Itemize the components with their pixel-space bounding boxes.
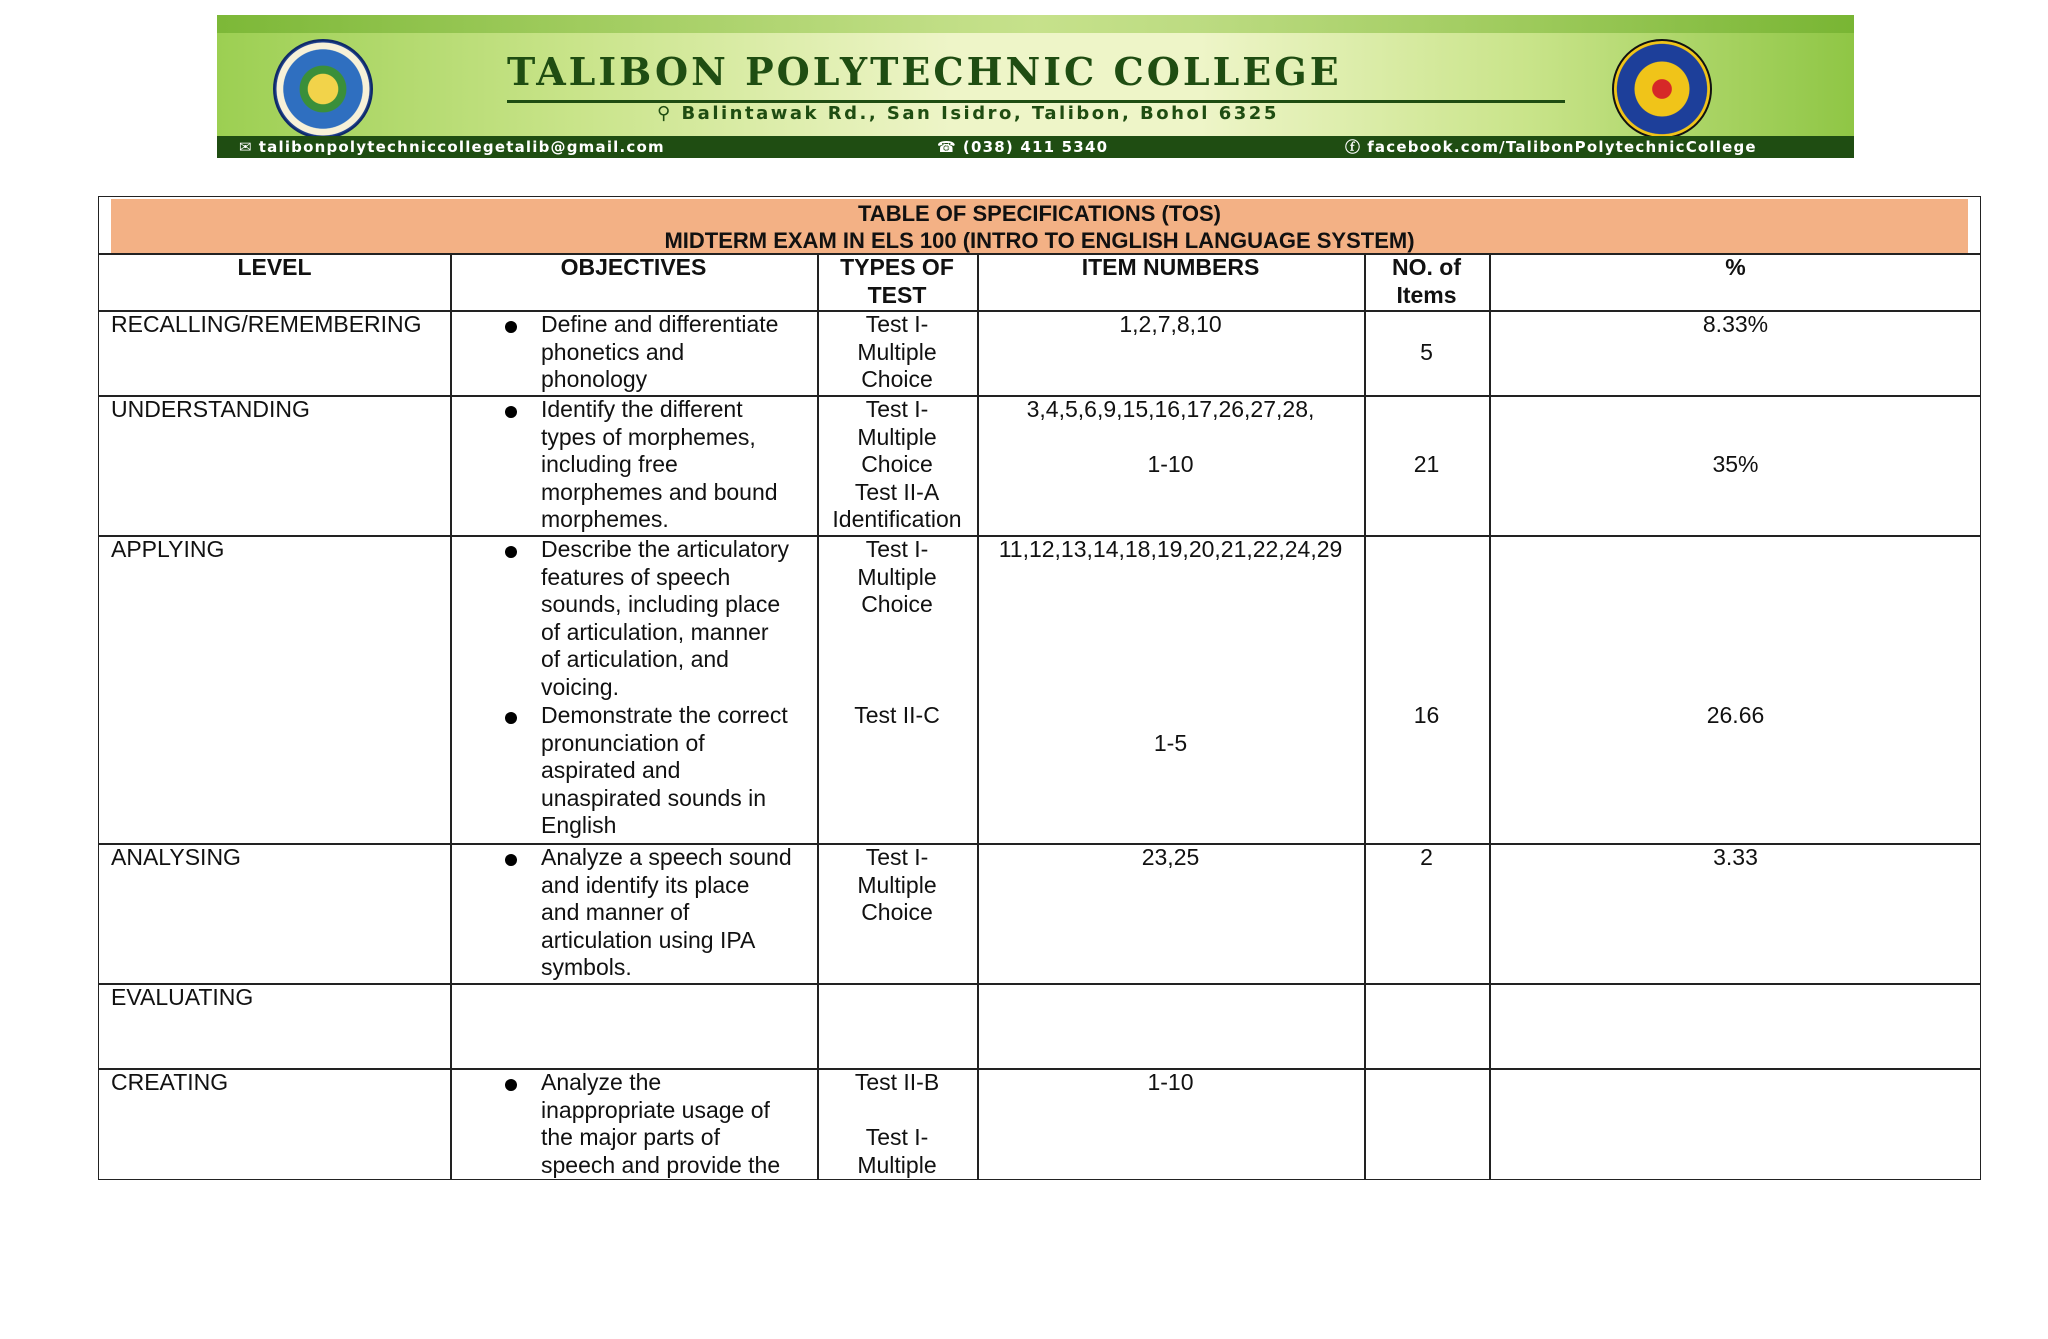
percent-analysing: 3.33 xyxy=(1713,844,1758,870)
count-applying: 16 xyxy=(1413,702,1440,728)
types-analysing: Test I- Multiple Choice xyxy=(857,844,937,926)
phone-icon: ☎ xyxy=(937,138,957,156)
types-creating-1: Test II-B xyxy=(854,1069,940,1095)
bullet-icon xyxy=(505,406,517,418)
level-creating: CREATING xyxy=(111,1069,229,1095)
bullet-icon xyxy=(505,1079,517,1091)
column-divider xyxy=(977,253,979,1180)
header-no-of-items: NO. of Items xyxy=(1392,254,1461,308)
college-banner xyxy=(217,15,1854,158)
objective-applying-1: Describe the articulatory features of speech sounds, including place of articulation, manner of articulation, and voicing. xyxy=(541,536,789,700)
objective-creating: Analyze the inappropriate usage of the major parts of speech and provide the xyxy=(541,1069,781,1178)
location-pin-icon: ⚲ xyxy=(657,103,682,124)
envelope-icon: ✉ xyxy=(239,138,253,156)
contact-facebook: ⓕ facebook.com/TalibonPolytechnicCollege xyxy=(1345,138,1757,156)
items-understanding-2: 1-10 xyxy=(1147,451,1194,477)
percent-recalling: 8.33% xyxy=(1702,311,1769,337)
count-understanding: 21 xyxy=(1413,451,1440,477)
items-analysing: 23,25 xyxy=(1141,844,1200,870)
table-title-line2: MIDTERM EXAM IN ELS 100 (INTRO TO ENGLISH LANGUAGE SYSTEM) xyxy=(664,228,1415,253)
types-applying-1: Test I- Multiple Choice xyxy=(857,536,937,618)
items-applying-1: 11,12,13,14,18,19,20,21,22,24,29 xyxy=(998,536,1343,562)
objective-understanding: Identify the different types of morphemes, including free morphemes and bound morphemes. xyxy=(541,396,778,533)
header-item-numbers: ITEM NUMBERS xyxy=(1081,254,1260,280)
percent-understanding: 35% xyxy=(1712,451,1759,477)
column-divider xyxy=(450,253,452,1180)
objective-analysing: Analyze a speech sound and identify its place and manner of articulation using IPA symbols. xyxy=(541,844,792,981)
college-seal-icon xyxy=(273,39,373,139)
header-percent: % xyxy=(1725,254,1746,280)
level-understanding: UNDERSTANDING xyxy=(111,396,310,422)
bullet-icon xyxy=(505,321,517,333)
facebook-icon: ⓕ xyxy=(1345,138,1362,156)
level-analysing: ANALYSING xyxy=(111,844,241,870)
row-divider xyxy=(99,983,1980,985)
table-title xyxy=(111,199,1968,255)
items-recalling: 1,2,7,8,10 xyxy=(1119,311,1222,337)
contact-phone: ☎ (038) 411 5340 xyxy=(937,138,1109,156)
banner-top-stripe xyxy=(217,15,1854,33)
tos-table xyxy=(98,196,1981,1180)
percent-applying: 26.66 xyxy=(1706,702,1765,728)
bullet-icon xyxy=(505,546,517,558)
bullet-icon xyxy=(505,854,517,866)
types-recalling: Test I- Multiple Choice xyxy=(857,311,937,393)
college-name: TALIBON POLYTECHNIC COLLEGE xyxy=(507,49,1342,94)
level-evaluating: EVALUATING xyxy=(111,984,254,1010)
municipality-seal-icon xyxy=(1612,39,1712,139)
objective-recalling: Define and differentiate phonetics and phonology xyxy=(541,311,779,393)
types-creating-2: Test I- Multiple xyxy=(857,1124,937,1178)
objective-applying-2: Demonstrate the correct pronunciation of aspirated and unaspirated sounds in English xyxy=(541,702,788,839)
college-address: ⚲ Balintawak Rd., San Isidro, Talibon, Bohol 6325 xyxy=(657,103,1279,124)
bullet-icon xyxy=(505,712,517,724)
types-understanding: Test I- Multiple Choice Test II-A Identification xyxy=(832,396,962,533)
header-objectives: OBJECTIVES xyxy=(560,254,707,280)
level-applying: APPLYING xyxy=(111,536,225,562)
items-understanding-1: 3,4,5,6,9,15,16,17,26,27,28, xyxy=(1026,396,1315,422)
items-creating: 1-10 xyxy=(1147,1069,1194,1095)
types-applying-2: Test II-C xyxy=(854,702,940,728)
count-analysing: 2 xyxy=(1420,844,1433,870)
level-recalling: RECALLING/REMEMBERING xyxy=(111,311,422,337)
items-applying-2: 1-5 xyxy=(1153,730,1188,756)
contact-email: ✉ talibonpolytechniccollegetalib@gmail.com xyxy=(239,138,665,156)
count-recalling: 5 xyxy=(1420,339,1433,365)
header-types-of-test: TYPES OF TEST xyxy=(840,254,954,308)
header-level: LEVEL xyxy=(237,254,312,280)
table-title-line1: TABLE OF SPECIFICATIONS (TOS) xyxy=(858,201,1221,226)
